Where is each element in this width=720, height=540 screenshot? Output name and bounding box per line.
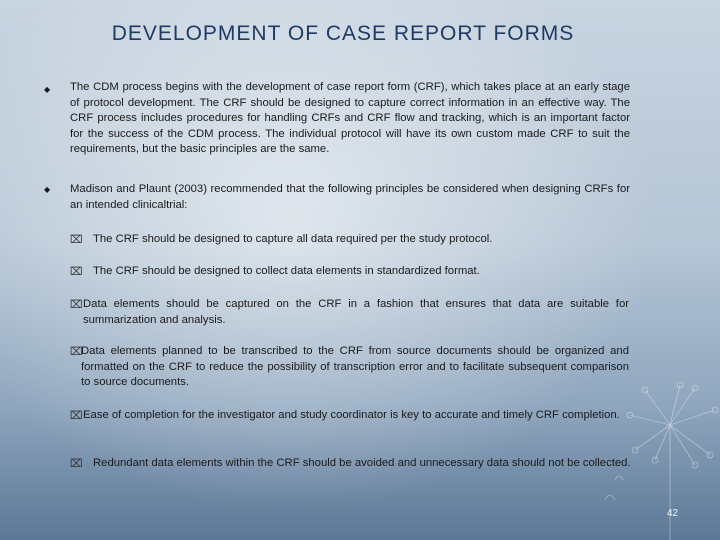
page-number: 42	[666, 508, 678, 519]
principle-item: The CRF should be designed to collect data elements in standardized format.	[93, 265, 480, 277]
principles-intro-paragraph: Madison and Plaunt (2003) recommended that the following principles be considered when designing CRFs for an intended clinicaltrial:	[70, 183, 630, 211]
x-box-icon: ⌧	[70, 457, 83, 470]
principle-item: The CRF should be designed to capture all data required per the study protocol.	[93, 233, 493, 245]
principle-item: Redundant data elements within the CRF should be avoided and unnecessary data should not be collected.	[93, 457, 631, 469]
dandelion-decoration	[585, 380, 720, 540]
principle-item: Data elements planned to be transcribed to the CRF from source documents should be organized and formatted on the CRF to reduce the possibility of transcription error and to facilitate subsequent comparison to source documents.	[81, 345, 629, 388]
diamond-bullet-icon	[44, 186, 52, 194]
x-box-icon: ⌧	[70, 265, 83, 278]
x-box-icon: ⌧	[70, 409, 83, 422]
x-box-icon: ⌧	[70, 233, 83, 246]
intro-paragraph: The CDM process begins with the development of case report form (CRF), which takes place at an early stage of protocol development. The CRF should be designed to capture correct information in an effective way. The CRF process includes procedures for handling CRFs and CRF flow and tracking, which is an important factor for the success of the CDM process. The individual protocol will have its own custom made CRF to suit the requirements, but the basic principles are the same.	[70, 81, 630, 155]
diamond-bullet-icon	[44, 86, 52, 94]
x-box-icon: ⌧	[70, 345, 83, 358]
x-box-icon: ⌧	[70, 298, 83, 311]
slide-title: DEVELOPMENT OF CASE REPORT FORMS	[111, 22, 575, 45]
principle-item: Data elements should be captured on the CRF in a fashion that ensures that data are suitable for summarization and analysis.	[83, 298, 629, 326]
principle-item: Ease of completion for the investigator and study coordinator is key to accurate and timely CRF completion.	[83, 409, 620, 421]
